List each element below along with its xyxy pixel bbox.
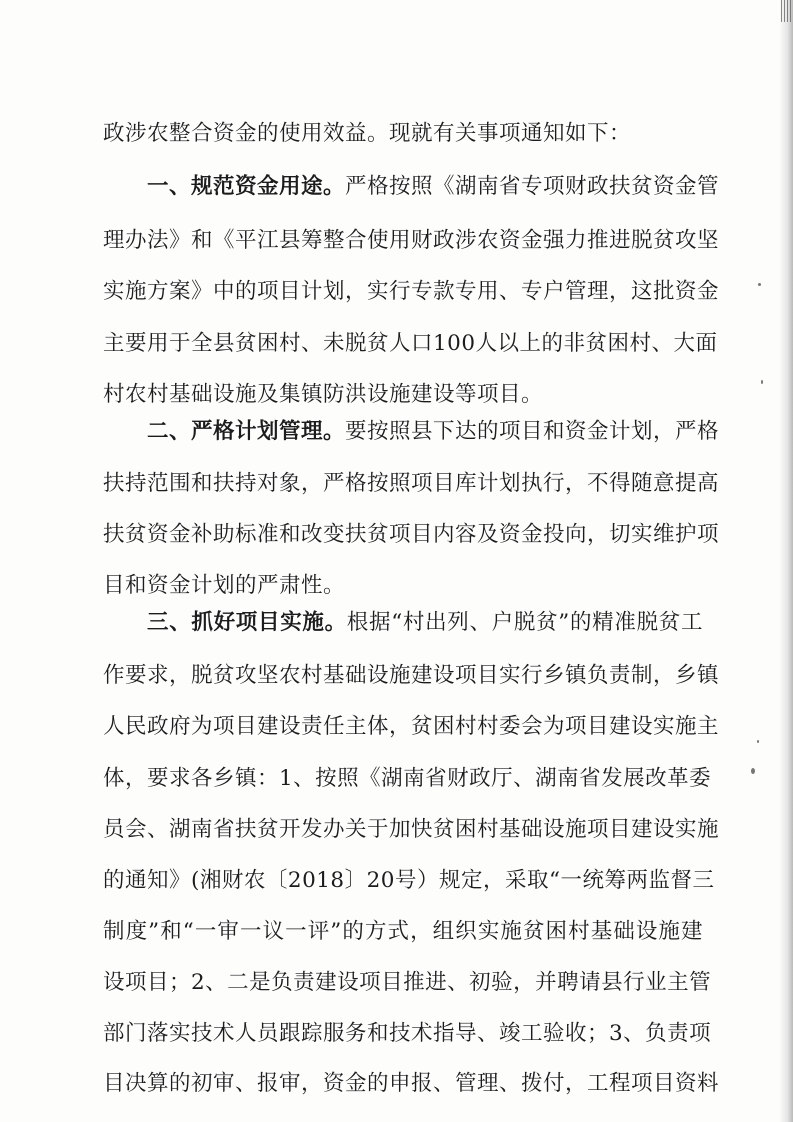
paragraph-line: 设项目；2、二是负责建设项目推进、初验，并聘请县行业主管 <box>103 970 712 995</box>
paragraph-line: 体，要求各乡镇：1、按照《湖南省财政厅、湖南省发展改革委 <box>103 766 712 791</box>
paragraph-line <box>103 412 720 452</box>
scan-speck <box>757 740 759 743</box>
paragraph-line: 理办法》和《平江县筹整合使用财政涉农资金强力推进脱贫攻坚 <box>103 228 720 253</box>
paragraph-line: 扶持范围和扶持对象，严格按照项目库计划执行，不得随意提高 <box>103 471 720 496</box>
paragraph-line: 人民政府为项目建设责任主体，贫困村村委会为项目建设实施主 <box>103 714 720 739</box>
paragraph-line: 政涉农整合资金的使用效益。现就有关事项通知如下： <box>103 121 632 146</box>
scan-speck <box>758 283 761 286</box>
paragraph-line: 目决算的初审、报审，资金的申报、管理、拨付，工程项目资料 <box>103 1071 720 1096</box>
paragraph-line: 部门落实技术人员跟踪服务和技术指导、竣工验收；3、负责项 <box>103 1021 712 1046</box>
paragraph-line: 的通知》(湘财农〔2018〕20号）规定，采取“一统筹两监督三 <box>103 868 715 893</box>
paragraph-line: 制度”和“一审一议一评”的方式，组织实施贫困村基础设施建 <box>103 919 703 944</box>
paragraph-line-text: 要按照县下达的项目和资金计划，严格 <box>345 419 720 444</box>
paragraph-line <box>103 167 720 207</box>
section-heading-1: 一、规范资金用途。 <box>147 174 346 199</box>
scan-speck <box>751 768 755 774</box>
paragraph-line-text: 严格按照《湖南省专项财政扶贫资金管 <box>345 174 720 199</box>
section-heading-3: 三、抓好项目实施。 <box>147 610 347 635</box>
scan-edge-shadow <box>779 0 793 1122</box>
paragraph-line: 扶贫资金补助标准和改变扶贫项目内容及资金投向，切实维护项 <box>103 522 720 547</box>
section-heading-2: 二、严格计划管理。 <box>147 419 346 444</box>
paragraph-line <box>103 603 703 643</box>
scan-speck <box>761 380 763 384</box>
paragraph-line: 实施方案》中的项目计划，实行专款专用、专户管理，这批资金 <box>103 279 720 304</box>
paragraph-line: 主要用于全县贫困村、未脱贫人口100人以上的非贫困村、大面 <box>103 331 718 356</box>
paragraph-line: 目和资金计划的严肃性。 <box>103 573 346 598</box>
scan-corner-mark <box>781 0 793 22</box>
paragraph-line: 作要求，脱贫攻坚农村基础设施建设项目实行乡镇负责制，乡镇 <box>103 663 720 688</box>
paragraph-line: 员会、湖南省扶贫开发办关于加快贫困村基础设施项目建设实施 <box>103 817 720 842</box>
paragraph-line: 村农村基础设施及集镇防洪设施建设等项目。 <box>103 382 544 407</box>
paragraph-line-text: 根据“村出列、户脱贫”的精准脱贫工 <box>346 610 703 635</box>
